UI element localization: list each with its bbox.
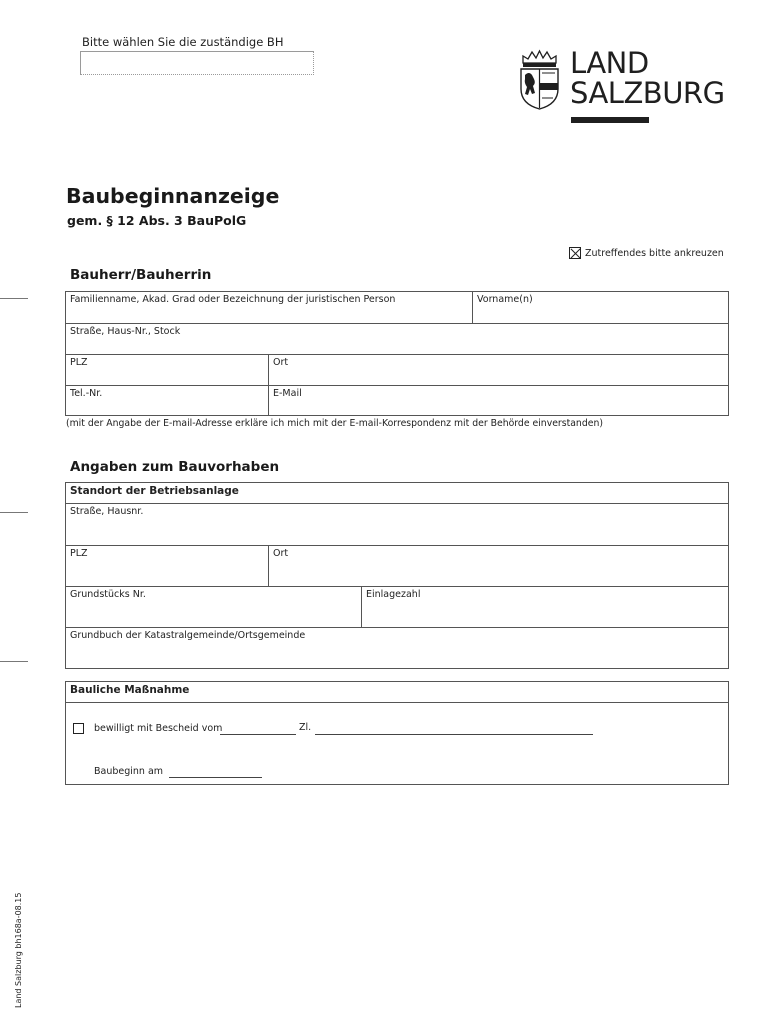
email-label: E-Mail [273, 388, 302, 399]
vorname-label: Vorname(n) [477, 294, 533, 305]
standort-ort-field[interactable] [269, 546, 728, 586]
tel-field[interactable] [66, 386, 269, 416]
bauherr-form [65, 291, 729, 416]
form-row [66, 628, 728, 669]
section-heading-bauherr: Bauherr/Bauherrin [70, 267, 212, 283]
logo-line-2: SALZBURG [570, 76, 725, 110]
margin-mark [0, 661, 28, 662]
checkbox-hint-text: Zutreffendes bitte ankreuzen [585, 247, 724, 259]
standort-strasse-label: Straße, Hausnr. [70, 506, 144, 517]
form-row [66, 355, 728, 386]
checked-box-icon [569, 247, 581, 259]
email-consent-note: (mit der Angabe der E-mail-Adresse erkläre ich mich mit der E-mail-Korrespondenz mit der Behörde einverstanden) [66, 418, 603, 429]
standort-strasse-field[interactable] [66, 504, 728, 545]
einlagezahl-label: Einlagezahl [366, 589, 421, 600]
ort-field[interactable] [269, 355, 728, 385]
bewilligt-label: bewilligt mit Bescheid vom [94, 723, 223, 734]
form-row [66, 324, 728, 355]
massnahme-heading: Bauliche Maßnahme [70, 684, 190, 696]
zl-label: Zl. [299, 722, 312, 733]
form-row [66, 386, 728, 416]
grundbuch-label: Grundbuch der Katastralgemeinde/Ortsgemeinde [70, 630, 306, 641]
vorname-field[interactable] [473, 292, 728, 323]
familienname-field[interactable] [66, 292, 473, 323]
form-row [66, 483, 728, 504]
strasse-field[interactable] [66, 324, 728, 354]
plz-label: PLZ [70, 357, 88, 368]
margin-mark [0, 512, 28, 513]
brand-logo-text [570, 48, 725, 108]
plz-field[interactable] [66, 355, 269, 385]
form-row [66, 546, 728, 587]
logo-bar [571, 117, 649, 123]
email-field[interactable] [269, 386, 728, 416]
einlagezahl-field[interactable] [362, 587, 728, 627]
margin-mark [0, 298, 28, 299]
form-row [66, 292, 728, 324]
form-row [66, 587, 728, 628]
baubeginn-label: Baubeginn am [94, 766, 164, 777]
standort-ort-label: Ort [273, 548, 289, 559]
page-title: Baubeginnanzeige [66, 184, 280, 208]
page-subtitle: gem. § 12 Abs. 3 BauPolG [67, 213, 247, 228]
zl-input[interactable] [315, 734, 593, 735]
form-code: Land Salzburg bh168a-08.15 [14, 892, 23, 1008]
form-row [66, 682, 728, 703]
section-heading-bauvorhaben: Angaben zum Bauvorhaben [70, 459, 280, 475]
logo-line-1: LAND [570, 46, 649, 80]
strasse-label: Straße, Haus-Nr., Stock [70, 326, 181, 337]
standort-heading: Standort der Betriebsanlage [70, 485, 239, 497]
tel-label: Tel.-Nr. [70, 388, 103, 399]
standort-plz-field[interactable] [66, 546, 269, 586]
bh-select-label: Bitte wählen Sie die zuständige BH [82, 35, 284, 49]
grundstueck-label: Grundstücks Nr. [70, 589, 146, 600]
ort-label: Ort [273, 357, 289, 368]
coat-of-arms-icon [517, 49, 562, 111]
bh-select-field[interactable] [80, 51, 314, 75]
checkbox-hint [569, 247, 724, 259]
form-row [66, 504, 728, 546]
grundstueck-field[interactable] [66, 587, 362, 627]
familienname-label: Familienname, Akad. Grad oder Bezeichnung der juristischen Person [70, 294, 396, 305]
bewilligt-checkbox[interactable] [73, 723, 84, 734]
baubeginn-date-input[interactable] [169, 777, 262, 778]
grundbuch-field[interactable] [66, 628, 728, 669]
bauvorhaben-form [65, 482, 729, 669]
bescheid-date-input[interactable] [220, 734, 296, 735]
standort-plz-label: PLZ [70, 548, 88, 559]
